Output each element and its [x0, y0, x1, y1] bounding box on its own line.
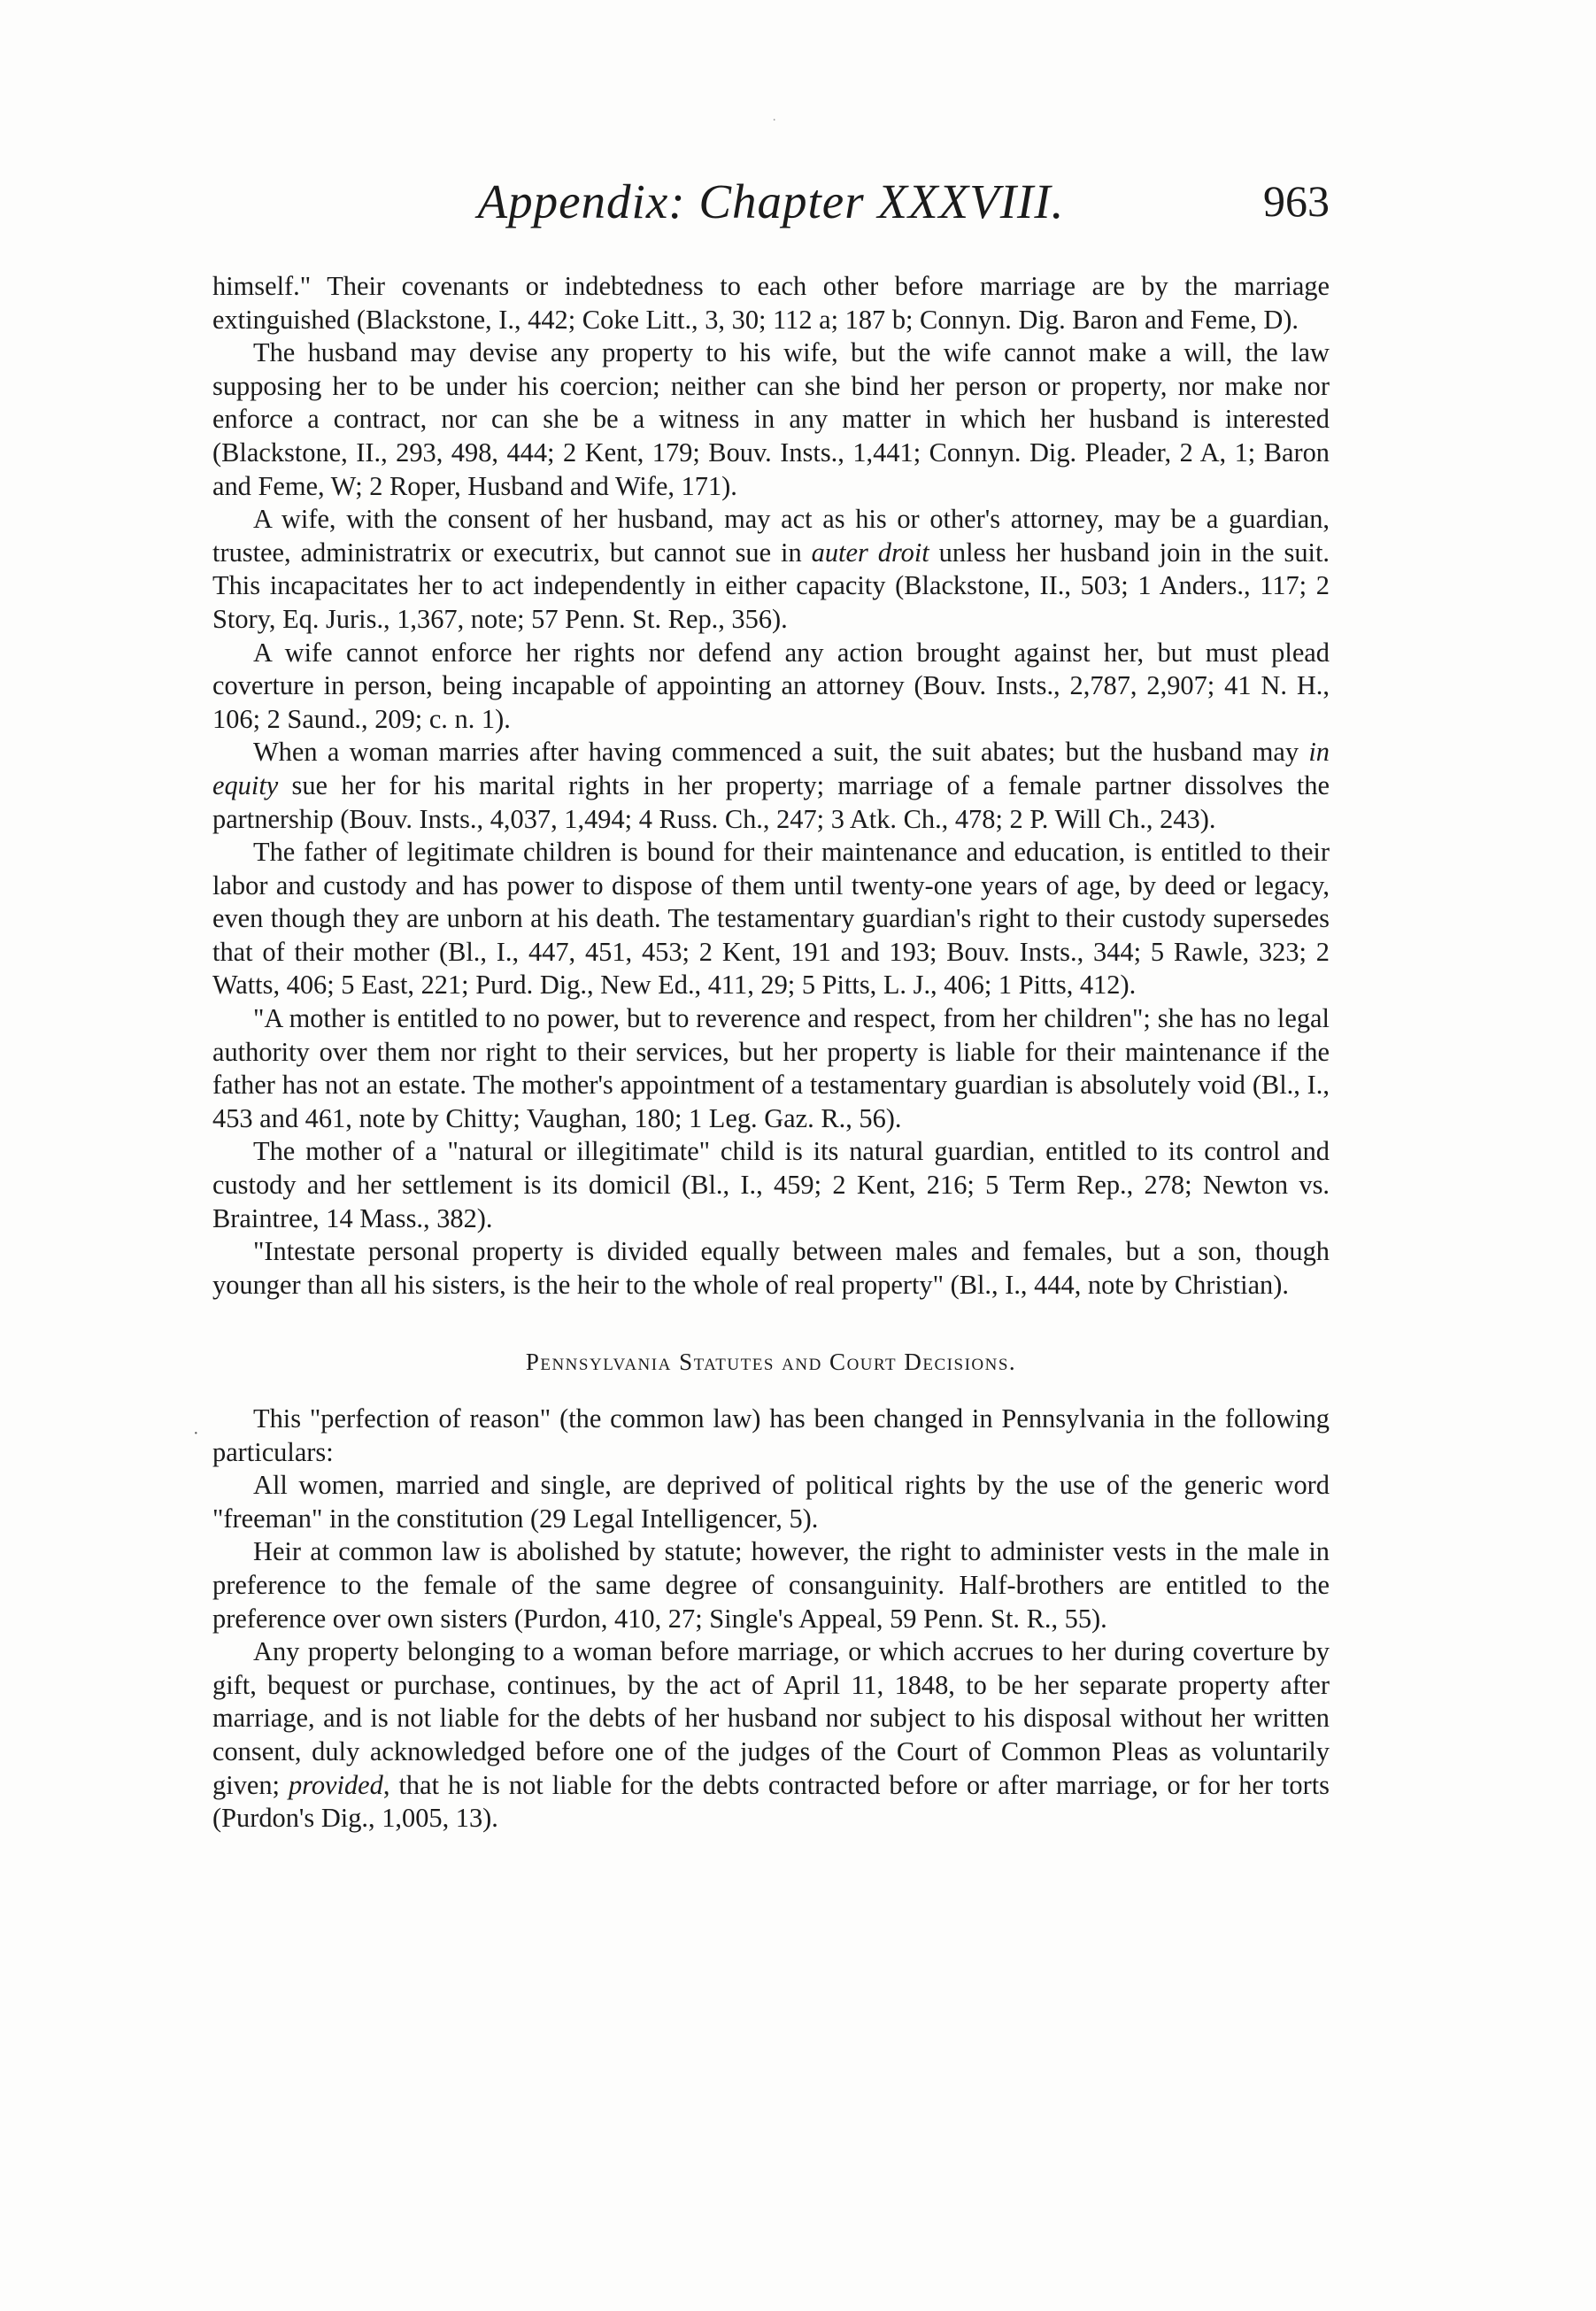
margin-mark: · [193, 1424, 199, 1443]
text-run: The father of legitimate children is bound for their maintenance and education, is entitled to their labor and custody and has power to dispose of them until twenty-one years of age, by deed or legacy, even though they are unborn at his death. The testamentary guardian's right to their custody supersedes that of their mother (Bl., I., 447, 451, 453; 2 Kent, 191 and 193; Bouv. Insts., 344; 5 Rawle, 323; 2 Watts, 406; 5 East, 221; Purd. Dig., New Ed., 411, 29; 5 Pitts, L. J., 406; 1 Pitts, 412). [212, 837, 1330, 1001]
text-run: , that he is not liable for the debts contracted before or after marriage, or for her torts (Purdon's Dig., 1,005, 13). [212, 1769, 1330, 1834]
body-text [212, 270, 1330, 1836]
italic-term: auter droit [811, 537, 929, 568]
text-run: "A mother is entitled to no power, but to reverence and respect, from her children"; she has no legal authority over them nor right to their services, but her property is liable for their maintenance if the father has not an estate. The mother's appointment of a testamentary guardian is absolutely void (Bl., I., 453 and 461, note by Chitty; Vaughan, 180; 1 Leg. Gaz. R., 56). [212, 1003, 1330, 1133]
paragraph [212, 503, 1330, 636]
paragraph [212, 1535, 1330, 1635]
text-run: A wife cannot enforce her rights nor defend any action brought against her, but must plead coverture in person, being incapable of appointing an attorney (Bouv. Insts., 2,787, 2,907; 41 N. H., 106; 2 Saund., 209; c. n. 1). [212, 637, 1330, 734]
paragraph [212, 836, 1330, 1002]
text-run: A wife, with the consent of her husband, may act as his or other's attorney, may be a guardian, trustee, administratrix or executrix, but cannot sue in [212, 504, 1330, 568]
section-heading: Pennsylvania Statutes and Court Decisions. [525, 1349, 1017, 1376]
text-run: This "perfection of reason" (the common law) has been changed in Pennsylvania in the following particulars: [212, 1403, 1330, 1467]
text-run: When a woman marries after having commenced a suit, the suit abates; but the husband may [253, 737, 1309, 768]
page-number: 963 [1263, 176, 1330, 226]
italic-term: in equity [212, 737, 1330, 800]
text-run: sue her for his marital rights in her property; marriage of a female partner dissolves the partnership (Bouv. Insts., 4,037, 1,494; 4 Russ. Ch., 247; 3 Atk. Ch., 478; 2 P. Will Ch., 243). [212, 769, 1330, 834]
text-run: All women, married and single, are deprived of political rights by the use of the generic word "freeman" in the constitution (29 Legal Intelligencer, 5). [212, 1470, 1330, 1534]
text-run: Any property belonging to a woman before marriage, or which accrues to her during coverture by gift, bequest or purchase, continues, by the act of April 11, 1848, to be her separate property after marriage, and is not liable for the debts of her husband nor subject to his disposal without her written consent, duly acknowledged before one of the judges of the Court of Common Pleas as voluntarily given; [212, 1636, 1330, 1800]
text-run: The mother of a "natural or illegitimate" child is its natural guardian, entitled to its control and custody and her settlement is its domicil (Bl., I., 459; 2 Kent, 216; 5 Term Rep., 278; Newton vs. Braintree, 14 Mass., 382). [212, 1136, 1330, 1233]
paragraph-continued [212, 270, 1330, 336]
paragraph [212, 1635, 1330, 1836]
paragraph [212, 736, 1330, 836]
paragraph [212, 637, 1330, 737]
text-run: unless her husband join in the suit. This incapacitates her to act independently in either capacity (Blackstone, II., 503; 1 Anders., 117; 2 Story, Eq. Juris., 1,367, note; 57 Penn. St. Rep., 356). [212, 537, 1330, 634]
paragraph [212, 1403, 1330, 1469]
paragraph [212, 336, 1330, 503]
scan-speck: ˙ [772, 117, 777, 132]
paragraph [212, 1469, 1330, 1535]
text-run: himself." Their covenants or indebtedness to each other before marriage are by the marriage extinguished (Blackstone, I., 442; Coke Litt., 3, 30; 112 a; 187 b; Connyn. Dig. Baron and Feme, D). [212, 271, 1330, 335]
paragraph [212, 1135, 1330, 1235]
page-header [212, 174, 1330, 244]
paragraph [212, 1235, 1330, 1302]
text-run: Heir at common law is abolished by statute; however, the right to administer vests in the male in preference to the female of the same degree of consanguinity. Half-brothers are entitled to the preference over own sisters (Purdon, 410, 27; Single's Appeal, 59 Penn. St. R., 55). [212, 1536, 1330, 1634]
running-title: Appendix: Chapter XXXVIII. [477, 174, 1065, 228]
text-run: "Intestate personal property is divided equally between males and females, but a son, though younger than all his sisters, is the heir to the whole of real property" (Bl., I., 444, note by Christian). [212, 1236, 1330, 1300]
italic-term: provided [288, 1769, 383, 1800]
paragraph [212, 1002, 1330, 1135]
text-run: The husband may devise any property to his wife, but the wife cannot make a will, the law supposing her to be under his coercion; neither can she bind her person or property, nor make nor enforce a contract, nor can she be a witness in any matter in which her husband is interested (Blackstone, II., 293, 498, 444; 2 Kent, 179; Bouv. Insts., 1,441; Connyn. Dig. Pleader, 2 A, 1; Baron and Feme, W; 2 Roper, Husband and Wife, 171). [212, 337, 1330, 501]
